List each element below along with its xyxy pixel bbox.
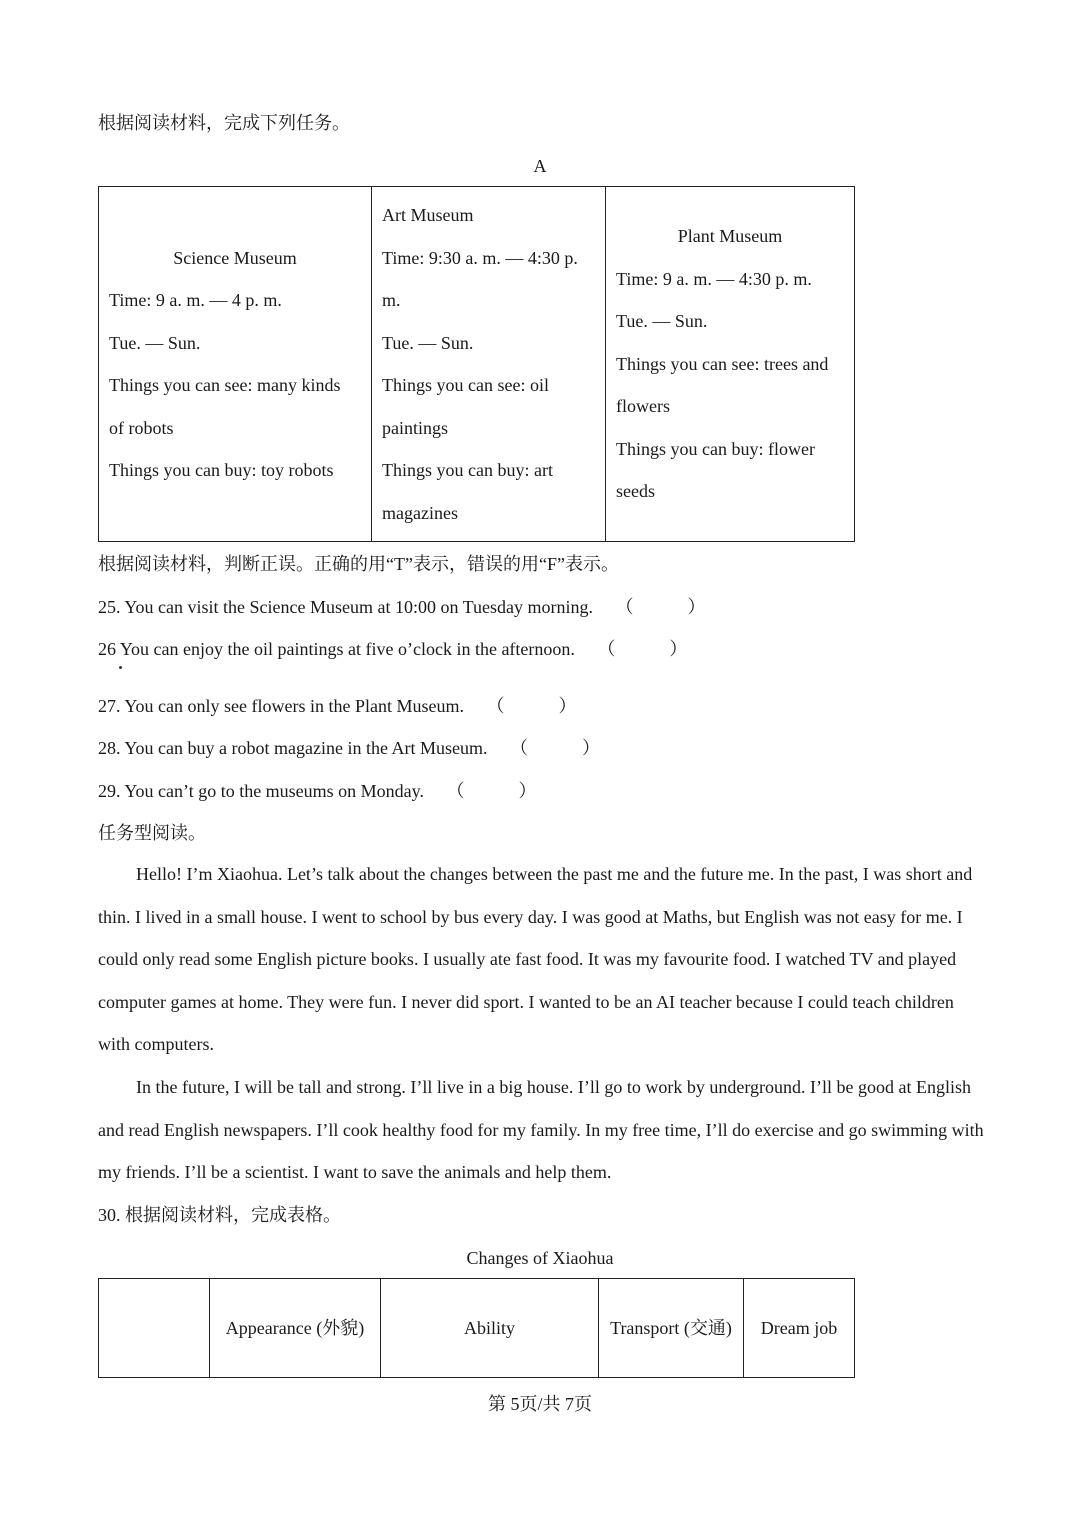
museum-title: Art Museum [382, 205, 474, 225]
museum-line: seeds [616, 481, 655, 502]
question-28 [98, 736, 600, 760]
table-header-blank[interactable] [99, 1279, 210, 1378]
question-number: 26 [98, 639, 116, 659]
page-footer: 第 5页/共 7页 [487, 1394, 592, 1414]
question-text: You can only see flowers in the Plant Museum. [124, 696, 464, 716]
museum-line: Time: 9:30 a. m. — 4:30 p. [382, 247, 578, 268]
table-header-appearance: Appearance (外貌) [210, 1279, 381, 1378]
museum-line: of robots [109, 417, 174, 438]
table-header-transport: Transport (交通) [599, 1279, 744, 1378]
table-header-ability: Ability [381, 1279, 599, 1378]
answer-blank[interactable]: （ ） [446, 781, 537, 801]
passage-paragraph-1: Hello! I’m Xiaohua. Let’s talk about the changes between the past me and the future me. In the past, I was short and thin. I lived in a small house. I went to school by bus every day. I was good at Maths, but English was not easy for me. I could only read some English picture books. I usually ate fast food. It was my favourite food. I watched TV and played computer games at home. They were fun. I never did sport. I wanted to be an AI teacher because I could teach children with computers. [98, 864, 973, 1054]
museum-line: flowers [616, 396, 670, 417]
question-number: 28. [98, 738, 121, 758]
museum-line: Things you can buy: flower [616, 438, 815, 459]
museum-line: Things you can see: trees and [616, 353, 829, 374]
museum-line: magazines [382, 502, 458, 523]
answer-blank[interactable]: （ ） [615, 597, 706, 617]
task-heading: 任务型阅读。 [98, 823, 206, 843]
question-27 [98, 694, 576, 718]
question-29 [98, 779, 537, 803]
answer-blank[interactable]: （ ） [486, 696, 577, 716]
museum-line: Time: 9 a. m. — 4 p. m. [109, 290, 282, 310]
museum-cell-science [99, 187, 372, 542]
instruction-top: 根据阅读材料，完成下列任务。 [98, 113, 350, 133]
museum-line: m. [382, 290, 401, 310]
changes-table [98, 1278, 855, 1378]
museum-title: Science Museum [173, 247, 297, 268]
museum-line: Things you can buy: toy robots [109, 460, 334, 480]
question-25 [98, 595, 706, 619]
table-title: Changes of Xiaohua [466, 1248, 614, 1268]
answer-blank[interactable]: （ ） [509, 738, 600, 758]
question-text: You can visit the Science Museum at 10:00 on Tuesday morning. [124, 597, 593, 617]
museum-line: Time: 9 a. m. — 4:30 p. m. [616, 268, 812, 289]
museum-line: paintings [382, 417, 448, 438]
table-header-dream-job: Dream job [744, 1279, 855, 1378]
question-text: You can enjoy the oil paintings at five o’clock in the afternoon. [119, 639, 575, 659]
museum-line: Things you can see: oil [382, 375, 549, 395]
judge-instruction: 根据阅读材料，判断正误。正确的用“T”表示，错误的用“F”表示。 [98, 554, 619, 574]
question-number: 29. [98, 781, 121, 801]
passage-paragraph-2: In the future, I will be tall and strong. I’ll live in a big house. I’ll go to work by underground. I’ll be good at English and read English newspapers. I’ll cook healthy food for my family. In my free time, I’ll do exercise and go swimming with my friends. I’ll be a scientist. I want to save the animals and help them. [98, 1077, 984, 1182]
museum-line: Things you can see: many kinds [109, 375, 341, 395]
museum-line: Tue. — Sun. [382, 332, 474, 353]
museum-cell-plant [606, 187, 855, 542]
question-text: You can buy a robot magazine in the Art Museum. [124, 738, 488, 758]
question-number: 25. [98, 597, 121, 617]
section-label: A [533, 156, 547, 176]
museum-table [98, 186, 855, 542]
museum-line: Tue. — Sun. [109, 332, 201, 353]
answer-blank[interactable]: （ ） [597, 639, 688, 659]
museum-cell-art [372, 187, 606, 542]
stray-dot [119, 666, 122, 669]
museum-line: Tue. — Sun. [616, 311, 708, 332]
question-text: You can’t go to the museums on Monday. [124, 781, 425, 801]
question-30: 30. 根据阅读材料，完成表格。 [98, 1205, 341, 1225]
question-26 [98, 637, 687, 661]
museum-title: Plant Museum [677, 226, 783, 247]
question-number: 27. [98, 696, 121, 716]
museum-line: Things you can buy: art [382, 460, 553, 480]
